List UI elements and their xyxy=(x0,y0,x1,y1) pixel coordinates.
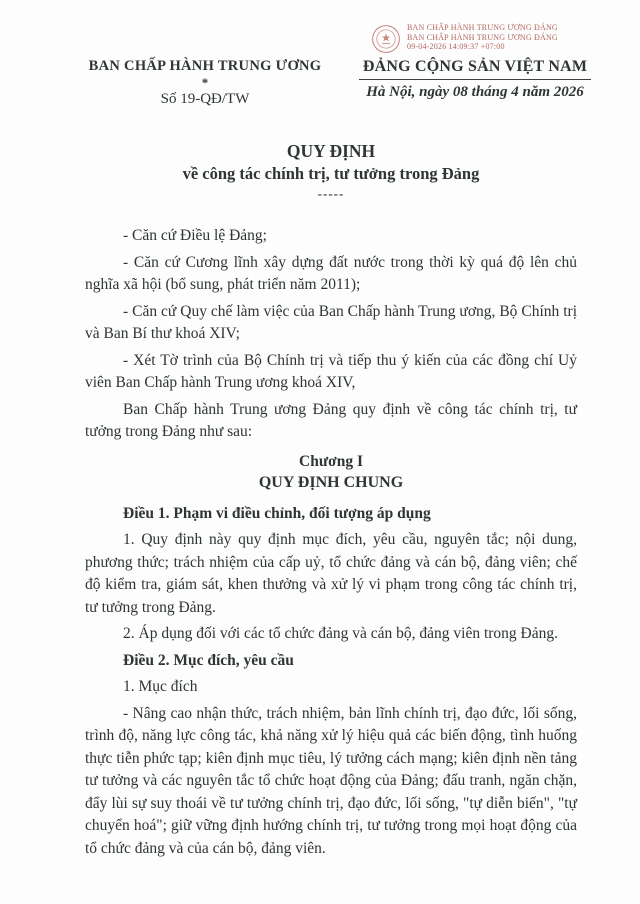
article-2-paragraph-2: - Nâng cao nhận thức, trách nhiệm, bản lĩnh chính trị, đạo đức, lối sống, trình độ, năng lực công tác, khả năng xử lý hiệu quả các biến động, tình huống thực tiễn phức tạp; kiên định mục tiêu, lý tưởng cách mạng; kiên định nền tảng tư tưởng và các nguyên tắc tổ chức hoạt động của Đảng; đấu tranh, ngăn chặn, đẩy lùi sự suy thoái về tư tưởng chính trị, đạo đức, lối sống, "tự diễn biến", "tự chuyển hoá"; giữ vững định hướng chính trị, tư tưởng trong mọi hoạt động của tổ chức đảng và của cán bộ, đảng viên. xyxy=(85,704,577,857)
title-divider: ----- xyxy=(317,186,345,201)
chapter-title: QUY ĐỊNH CHUNG xyxy=(258,473,404,491)
issuing-org-name: BAN CHẤP HÀNH TRUNG ƯƠNG xyxy=(88,58,322,74)
place-and-date: Hà Nội, ngày 08 tháng 4 năm 2026 xyxy=(366,84,584,100)
document-number: Số 19-QĐ/TW xyxy=(160,91,250,107)
stamp-line-3: 09-04-2026 14:09:37 +07:00 xyxy=(407,42,505,51)
header-national-motto xyxy=(354,58,596,101)
party-name-header: ĐẢNG CỘNG SẢN VIỆT NAM xyxy=(362,58,588,75)
preamble-paragraph-3: - Căn cứ Quy chế làm việc của Ban Chấp hành Trung ương, Bộ Chính trị và Ban Bí thư khoá XIV; xyxy=(85,302,577,342)
article-1-heading: Điều 1. Phạm vi điều chỉnh, đối tượng áp dụng xyxy=(123,504,431,522)
document-subtitle: về công tác chính trị, tư tưởng trong Đảng xyxy=(182,164,480,183)
stamp-line-2: BAN CHẤP HÀNH TRUNG ƯƠNG ĐẢNG xyxy=(407,32,558,42)
article-1-paragraph-1: 1. Quy định này quy định mục đích, yêu cầu, nguyên tắc; nội dung, phương thức; trách nhiệm của cấp uỷ, tổ chức đảng và cán bộ, đảng viên; chế độ kiểm tra, giám sát, khen thưởng và xử lý vi phạm trong công tác chính trị, tư tưởng trong Đảng. xyxy=(85,531,577,616)
org-separator-star: * xyxy=(201,75,209,90)
article-1-paragraph-2: 2. Áp dụng đối với các tổ chức đảng và cán bộ, đảng viên trong Đảng. xyxy=(123,625,558,642)
article-2-paragraph-1: 1. Mục đích xyxy=(123,678,198,695)
digital-signature-stamp xyxy=(371,23,558,54)
article-2-heading: Điều 2. Mục đích, yêu cầu xyxy=(123,651,294,669)
chapter-label: Chương I xyxy=(299,452,363,470)
preamble-paragraph-4: - Xét Tờ trình của Bộ Chính trị và tiếp thu ý kiến của các đồng chí Uỷ viên Ban Chấp hành Trung ương khoá XIV, xyxy=(85,351,577,391)
document-body xyxy=(85,141,577,864)
preamble-paragraph-5: Ban Chấp hành Trung ương Đảng quy định về công tác chính trị, tư tưởng trong Đảng như sau: xyxy=(85,400,577,440)
document-title: QUY ĐỊNH xyxy=(286,141,376,161)
party-seal-icon xyxy=(371,24,401,54)
stamp-line-1: BAN CHẤP HÀNH TRUNG ƯƠNG ĐẢNG xyxy=(407,23,558,32)
preamble-paragraph-2: - Căn cứ Cương lĩnh xây dựng đất nước trong thời kỳ quá độ lên chủ nghĩa xã hội (bổ sung, phát triển năm 2011); xyxy=(85,253,577,293)
preamble-paragraph-1: - Căn cứ Điều lệ Đảng; xyxy=(123,227,267,244)
chapter-heading xyxy=(85,451,577,494)
header-issuing-org xyxy=(83,58,327,108)
header-rule xyxy=(359,79,591,80)
